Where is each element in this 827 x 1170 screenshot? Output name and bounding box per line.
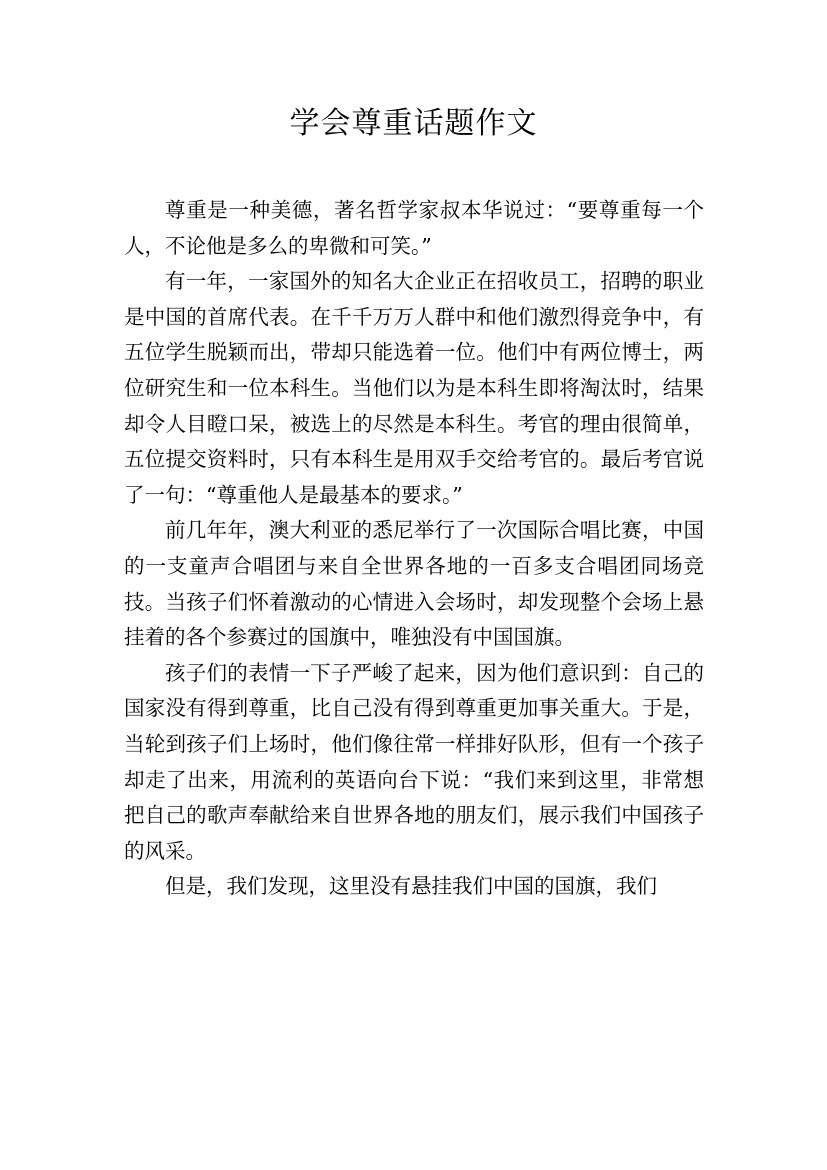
document-body [124,193,704,905]
paragraph-1: 尊重是一种美德，著名哲学家叔本华说过：“要尊重每一个人，不论他是多么的卑微和可笑。” [124,198,704,258]
paragraph-2: 有一年，一家国外的知名大企业正在招收员工，招聘的职业是中国的首席代表。在千千万万人群中和他们激烈得竞争中，有五位学生脱颖而出，带却只能选着一位。他们中有两位博士，两位研究生和一位本科生。当他们以为是本科生即将淘汰时，结果却令人目瞪口呆，被选上的尽然是本科生。考官的理由很简单，五位提交资料时，只有本科生是用双手交给考官的。最后考官说了一句：“尊重他人是最基本的要求。” [124,269,704,507]
paragraph-4: 孩子们的表情一下子严峻了起来，因为他们意识到：自己的国家没有得到尊重，比自己没有得到尊重更加事关重大。于是，当轮到孩子们上场时，他们像往常一样排好队形，但有一个孩子却走了出来，用流利的英语向台下说：“我们来到这里，非常想把自己的歌声奉献给来自世界各地的朋友们，展示我们中国孩子的风采。 [124,660,704,863]
paragraph-5: 但是，我们发现，这里没有悬挂我们中国的国旗，我们 [165,874,657,899]
document-title: 学会尊重话题作文 [289,106,538,141]
paragraph-3: 前几年年，澳大利亚的悉尼举行了一次国际合唱比赛，中国的一支童声合唱团与来自全世界各地的一百多支合唱团同场竞技。当孩子们怀着激动的心情进入会场时，却发现整个会场上悬挂着的各个参赛过的国旗中，唯独没有中国国旗。 [124,518,704,650]
